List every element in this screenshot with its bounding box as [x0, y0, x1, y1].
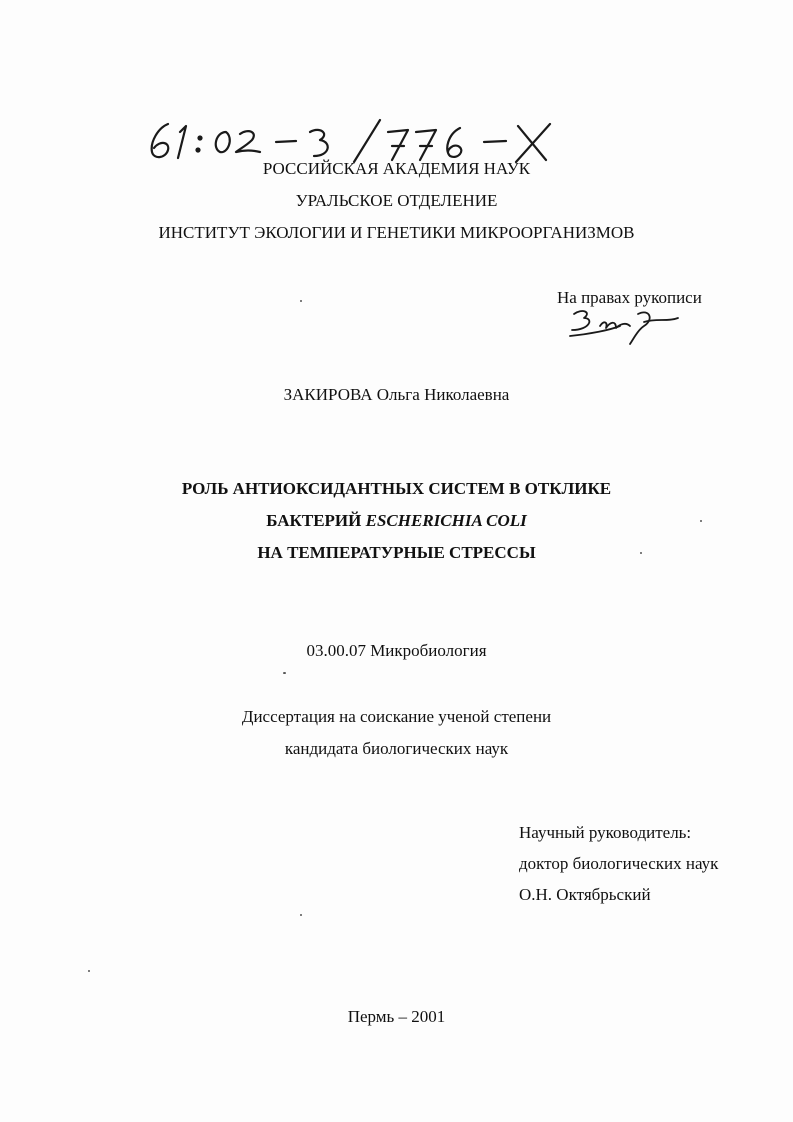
title-line-1: РОЛЬ АНТИОКСИДАНТНЫХ СИСТЕМ В ОТКЛИКЕ [181, 479, 612, 498]
title-line-2 [0, 512, 793, 529]
header-department: УРАЛЬСКОЕ ОТДЕЛЕНИЕ [295, 191, 498, 210]
scan-speck [640, 552, 642, 554]
manuscript-rights-label: На правах рукописи [557, 288, 702, 307]
scan-speck [300, 914, 302, 916]
supervisor-name: О.Н. Октябрьский [519, 885, 651, 904]
scan-speck [88, 970, 90, 972]
supervisor-degree: доктор биологических наук [519, 854, 719, 873]
handwritten-archive-number [140, 102, 600, 166]
signature [560, 300, 690, 346]
title-organism-name: ESCHERICHIA COLI [365, 511, 527, 530]
title-line-2-prefix: БАКТЕРИЙ [266, 511, 366, 530]
scan-speck [700, 520, 702, 522]
supervisor-label: Научный руководитель: [519, 823, 692, 842]
scan-speck [300, 300, 302, 302]
title-line-3: НА ТЕМПЕРАТУРНЫЕ СТРЕССЫ [257, 543, 536, 562]
author-name: ЗАКИРОВА Ольга Николаевна [283, 385, 510, 404]
degree-line-1: Диссертация на соискание ученой степени [241, 707, 552, 726]
degree-line-2: кандидата биологических наук [284, 739, 509, 758]
city-year: Пермь – 2001 [347, 1007, 446, 1026]
header-institute: ИНСТИТУТ ЭКОЛОГИИ И ГЕНЕТИКИ МИКРООРГАНИЗМОВ [158, 223, 635, 242]
scan-speck [283, 672, 286, 674]
specialty-code: 03.00.07 Микробиология [306, 641, 487, 660]
header-academy: РОССИЙСКАЯ АКАДЕМИЯ НАУК [262, 159, 531, 178]
